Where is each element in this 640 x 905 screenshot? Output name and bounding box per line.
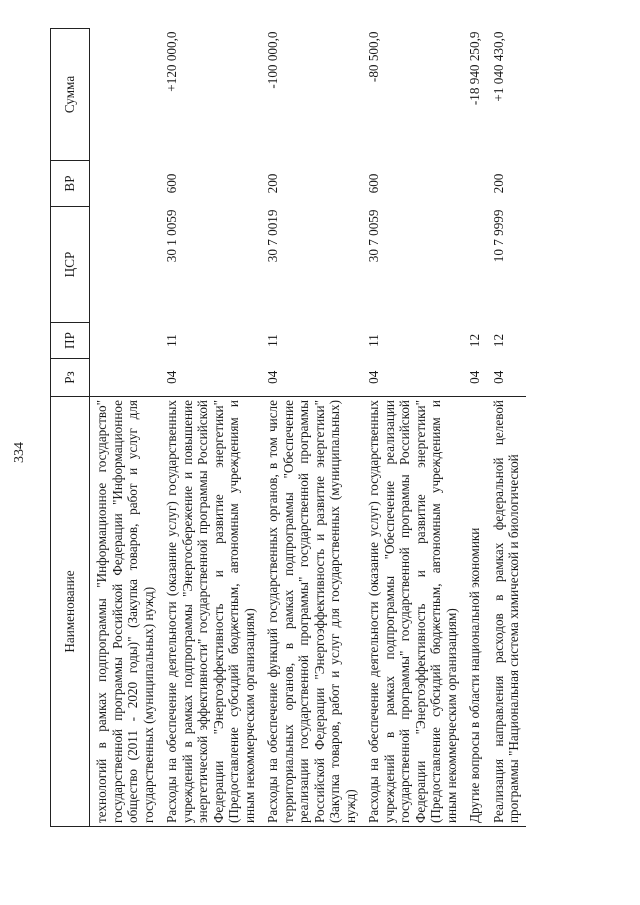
row-name: технологий в рамках подпрограммы "Информационное государство" государственной программы Российской Федерации "Информационное общество (2011 - 2020 годы)" (Закупка товаров, работ и услуг для государственных (муниципальных) нужд) bbox=[90, 397, 161, 827]
row-pr bbox=[90, 323, 161, 359]
row-rz: 04 bbox=[490, 370, 506, 384]
table-row bbox=[90, 29, 161, 827]
row-vr: 600 bbox=[366, 173, 381, 194]
row-sum: -100 000,0 bbox=[265, 31, 280, 89]
row-name: Другие вопросы в области национальной экономики bbox=[463, 397, 487, 827]
row-sum: -80 500,0 bbox=[366, 31, 381, 83]
table-row bbox=[362, 29, 463, 827]
header-csr: ЦСР bbox=[51, 207, 90, 323]
row-csr: 10 7 9999 bbox=[490, 209, 506, 263]
row-vr: 600 bbox=[164, 173, 179, 194]
row-csr: 30 7 0019 bbox=[265, 209, 280, 263]
row-rz: 04 bbox=[265, 370, 280, 384]
row-csr: 30 7 0059 bbox=[366, 209, 381, 263]
row-rz: 04 bbox=[164, 370, 179, 384]
row-rz: 04 bbox=[366, 370, 381, 384]
row-sum: -18 940 250,9 bbox=[467, 31, 482, 106]
row-pr: 11 bbox=[366, 334, 381, 347]
row-pr: 12 bbox=[467, 333, 482, 348]
row-csr bbox=[90, 207, 161, 323]
row-sum bbox=[90, 29, 161, 161]
row-vr bbox=[90, 161, 161, 207]
row-vr: 200 bbox=[265, 173, 280, 194]
row-pr: 12 bbox=[490, 333, 506, 348]
row-pr: 11 bbox=[265, 334, 280, 347]
header-pr: ПР bbox=[51, 323, 90, 359]
header-sum: Сумма bbox=[51, 29, 90, 161]
header-vr: ВР bbox=[51, 161, 90, 207]
table-row bbox=[487, 29, 526, 827]
header-name: Наименование bbox=[51, 397, 90, 827]
table-row bbox=[463, 29, 487, 827]
table-row bbox=[160, 29, 261, 827]
row-rz bbox=[90, 359, 161, 397]
row-sum: +1 040 430,0 bbox=[490, 31, 506, 102]
row-rz: 04 bbox=[467, 370, 482, 384]
row-csr bbox=[463, 207, 487, 323]
row-name: Расходы на обеспечение деятельности (оказание услуг) государственных учреждений в рамках подпрограммы "Энергосбережение и повышение энергетической эффективности" государственной программы Российской Федерации "Энергоэффективность и развитие энергетики" (Предоставление субсидий бюджетным, автономным учреждениям и иным некоммерческим организациям) bbox=[160, 397, 261, 827]
row-name: Расходы на обеспечение деятельности (оказание услуг) государственных учреждений в рамках подпрограммы "Обеспечение реализации государственной программы" государственной программы Российской Федерации "Энергоэффективность и развитие энергетики" (Предоставление субсидий бюджетным, автономным учреждениям и иным некоммерческим организациям) bbox=[362, 397, 463, 827]
table-row bbox=[261, 29, 362, 827]
row-vr bbox=[463, 161, 487, 207]
row-sum: +120 000,0 bbox=[164, 31, 179, 92]
budget-table bbox=[50, 28, 526, 827]
page-number: 334 bbox=[12, 442, 27, 463]
row-csr: 30 1 0059 bbox=[164, 209, 179, 263]
row-name: Реализация направления расходов в рамках федеральной целевой программы "Национальная система химической и биологической bbox=[487, 397, 526, 827]
row-vr: 200 bbox=[490, 173, 506, 194]
row-name: Расходы на обеспечение функций государственных органов, в том числе территориальных органов, в рамках подпрограммы "Обеспечение реализации государственной программы" государственной программы Российской Федерации "Энергоэффективность и развитие энергетики" (Закупка товаров, работ и услуг для государственных (муниципальных) нужд) bbox=[261, 397, 362, 827]
header-rz: Рз bbox=[51, 359, 90, 397]
table-header-row bbox=[51, 29, 90, 827]
row-pr: 11 bbox=[164, 334, 179, 347]
